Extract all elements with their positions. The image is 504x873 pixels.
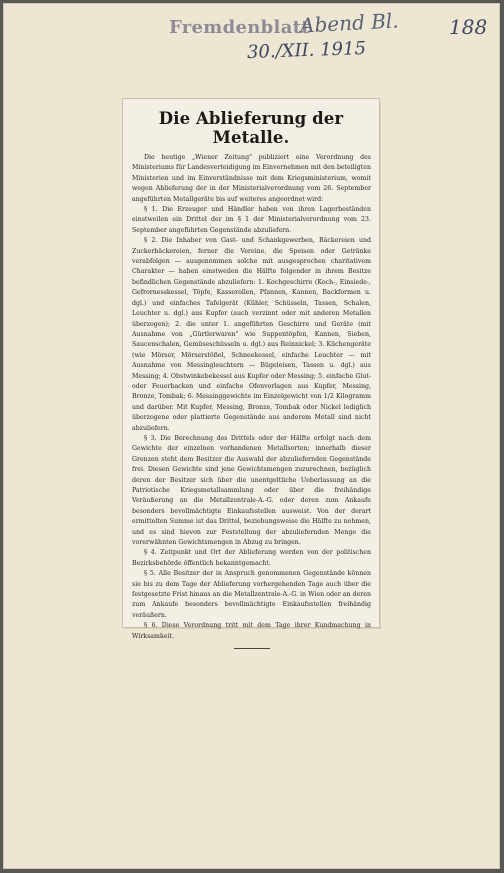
newspaper-name-stamp: Fremdenblatt xyxy=(169,17,310,38)
newspaper-clipping xyxy=(123,99,379,640)
article-paragraph: § 6. Diese Verordnung tritt mit dem Tage ihrer Kundmachung in Wirksamkeit. xyxy=(132,622,371,640)
handwritten-date: 30./XII. 1915 xyxy=(246,37,367,64)
article-paragraph: Die heutige „Wiener Zeitung" publiziert eine Verordnung des Ministeriums für Landesverteidigung im Einvernehmen mit den beteiligten Ministerien und im Einverständnisse mit dem Kriegsministerium, womit wegen Ablieferung der in der Ministerialverordnung vom 26. September angeführten Metallgeräte bis auf weiteres angeordnet wird: xyxy=(132,154,371,203)
article-paragraph: § 4. Zeitpunkt und Ort der Ablieferung werden von der politischen Bezirksbehörde öffentlich bekanntgemacht. xyxy=(132,549,371,567)
archive-page-number: 188 xyxy=(449,15,488,39)
article-paragraph: § 2. Die Inhaber von Gast- und Schankgewerben, Bäckereien und Zuckerbäckereien, ferner die Vereine, die Speisen oder Getränke verabfolgen — ausgenommen solche mit ausgesprochen charitativem Charakter — haben einstweilen die Hälfte folgender in ihrem Besitze befindlichen Gegenstände abzuliefern: 1. Kochgeschirre (Koch-, Einsiede-, Gefrornesskessel, Töpfe, Kasserollen, Pfannen, Kannen, Backformen u. dgl.) und einfaches Tafelgerät (Kühler, Schüsseln, Tassen, Schalen, Leuchter u. dgl.) aus Kupfer (auch verzinnt oder mit anderen Metallen überzogen); 2. die unter 1. angeführten Geschirre und Geräte (mit Ausnahme von „Gürtlerwaren" wie Suppentöpfen, Kannen, Sieben, Saucenschalen, Gemüseschüsseln u. dgl.) aus Reinnickel; 3. Küchengeräte (wie Mörser, Mörserstößel, Schneekessel, einfache Leuchter — mit Ausnahme von Messingleuchtern — Bügeleisen, Tassen u. dgl.) aus Messing; 4. Obstwinkebekessel aus Kupfer oder Messing; 5. einfache Glut- oder Feuerbacken und einfache Ofenvorlagen aus Kupfer, Messing, Bronze, Tombak; 6. Messinggewichte im Einzelgewicht von 1/2 Kilogramm und darüber. Mit Kupfer, Messing, Bronze, Tombak oder Nickel lediglich überzogene oder plattierte Gegenstände aus anderem Metall sind nicht abzuliefern. xyxy=(132,237,371,432)
article-paragraph: § 3. Die Berechnung des Drittels oder der Hälfte erfolgt nach dem Gewichte der einzelnen vorhandenen Metallsorten; innerhalb dieser Grenzen steht dem Besitzer die Auswahl der abzuliefernden Gegenstände frei. Diesen Gewichte sind jene Gewichtsmengen zuzurechnen, bezüglich deren der Besitzer sich über die unentgeltliche Ueberlassung an die Patriotische Kriegsmetallsammlung oder über die freihändige Veräußerung an die Metallzentrale-A.-G. oder deren zum Ankaufe besonders bevollmächtigte Einkaufsstellen ausweist. Von der derart ermittelten Summe ist das Drittel, beziehungsweise die Hälfte zu nehmen, und es sind hievon zur Feststellung der abzuliefernden Menge die vorerwähnten Gewichtsmengen in Abzug zu bringen. xyxy=(132,434,371,547)
article-title: Die Ablieferung der Metalle. xyxy=(158,109,344,147)
archive-page xyxy=(3,3,500,869)
article-paragraph: § 5. Alle Besitzer der in Anspruch genommenen Gegenstände können sie bis zu dem Tage der Ablieferung vorhergehenden Tage auch über die festgesetzte Frist hinaus an die Metallzentrale-A.-G. in Wien oder an deren zum Ankaufe besonders bevollmächtigte Einkaufsstellen freihändig veräußern. xyxy=(132,570,371,619)
handwritten-edition-note: Abend Bl. xyxy=(299,8,400,38)
article-body xyxy=(123,153,379,649)
article-paragraph: § 1. Die Erzeuger und Händler haben von ihren Lagerbeständen einstweilen ein Drittel der im § 1 der Ministerialverordnung vom 23. September angeführten Gegenstände abzuliefern. xyxy=(132,206,371,234)
end-divider xyxy=(234,648,270,649)
